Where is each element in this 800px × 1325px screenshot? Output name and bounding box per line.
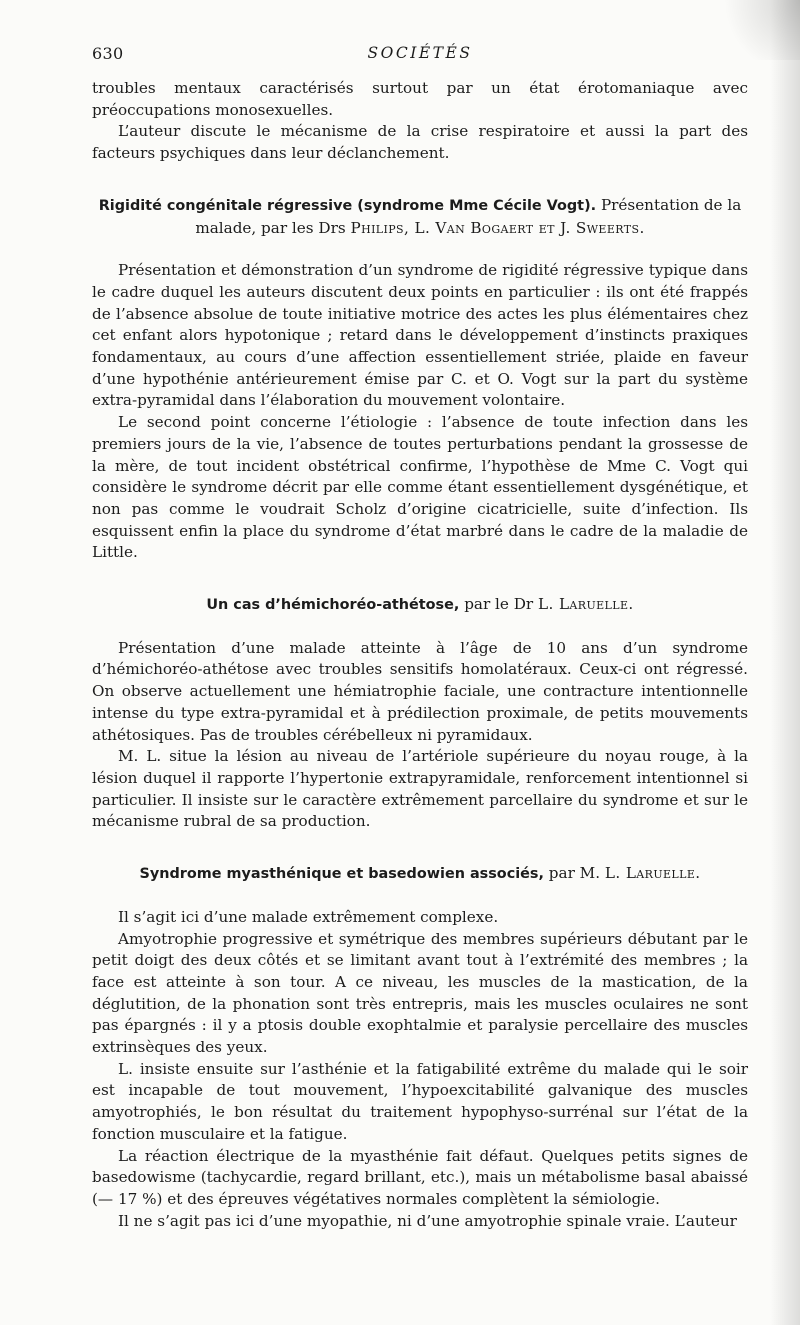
section-1-heading xyxy=(92,195,748,239)
section-3-paragraph: L. insiste ensuite sur l’asthénie et la fatigabilité extrême du malade qui le soir est incapable de tout mouvement, l’hypoexcitabilité galvanique des muscles amyotrophiés, le bon résultat du traitement hypophyso-surrénal sur l’état de la fonction musculaire et la fatigue. xyxy=(92,1059,748,1143)
section-2-title: Un cas d’hémichoréo-athétose, xyxy=(206,597,460,614)
intro-paragraph-1: troubles mentaux caractérisés surtout par un état érotomaniaque avec préoccupations monosexuelles. xyxy=(92,79,748,119)
intro-paragraph-2: L’auteur discute le mécanisme de la crise respiratoire et aussi la part des facteurs psychiques dans leur déclanchement. xyxy=(92,122,748,163)
section-3-paragraph: La réaction électrique de la myasthénie fait défaut. Quelques petits signes de basedowisme (tachycardie, regard brillant, etc.), mais un métabolisme basal abaissé (— 17 %) et des épreuves végétatives normales complètent la sémiologie. xyxy=(92,1146,748,1208)
section-2-heading xyxy=(92,594,748,617)
running-title: SOCIÉTÉS xyxy=(367,44,473,62)
section-1-paragraph: Le second point concerne l’étiologie : l’absence de toute infection dans les premiers jours de la vie, l’absence de toutes perturbations pendant la grossesse de la mère, de tout incident obstétrical confirme, l’hypothèse de Mme C. Vogt qui considère le syndrome décrit par elle comme étant essentiellement dysgénétique, et non pas comme le voudrait Scholz d’origine cicatricielle, suite d’infection. Ils esquissent enfin la place du syndrome d’état marbré dans le cadre de la maladie de Little. xyxy=(92,413,748,562)
section-2-authors: L. Laruelle. xyxy=(538,595,634,614)
page-edge-shadow xyxy=(770,0,800,1325)
page-body xyxy=(92,78,748,1232)
section-1-authors: Philips, L. Van Bogaert et J. Sweerts. xyxy=(350,218,645,237)
section-1-paragraph: Présentation et démonstration d’un syndrome de rigidité régressive typique dans le cadre duquel les auteurs discutent deux points en particulier : ils ont été frappés de l’absence absolue de toute initiative motrice des actes les plus élémentaires chez cet enfant alors hypotonique ; retard dans le développement d’instincts praxiques fondamentaux, au cours d’une affection essentiellement striée, plaide en faveur d’une hypothénie antérieurement émise par C. et O. Vogt sur la part du système extra-pyramidal dans l’élaboration du mouvement volontaire. xyxy=(92,261,748,410)
section-2-paragraph: Présentation d’une malade atteinte à l’âge de 10 ans d’un syndrome d’hémichoréo-athétose avec troubles sensitifs homolatéraux. Ceux-ci ont régressé. On observe actuellement une hémiatrophie faciale, une contracture intentionnelle intense du type extra-pyramidal et à prédilection proximale, de petits mouvements athétosiques. Pas de troubles cérébelleux ni pyramidaux. xyxy=(92,638,748,744)
section-2-byline: par le Dr xyxy=(464,595,534,614)
section-3-byline: par M. xyxy=(548,864,601,883)
section-3-heading xyxy=(92,863,748,886)
page-header xyxy=(92,44,748,66)
section-1-byline: Présentation de la malade, par les Drs xyxy=(195,195,742,237)
section-3-authors: L. Laruelle. xyxy=(604,864,701,883)
section-3-paragraph: Il ne s’agit pas ici d’une myopathie, ni d’une amyotrophie spinale vraie. L’auteur xyxy=(118,1211,737,1230)
section-3-title: Syndrome myasthénique et basedowien associés, xyxy=(139,866,544,883)
page-number: 630 xyxy=(92,44,124,63)
section-2-paragraph: M. L. situe la lésion au niveau de l’artériole supérieure du noyau rouge, à la lésion duquel il rapporte l’hypertonie extrapyramidale, renforcement intentionnel si particulier. Il insiste sur le caractère extrêmement parcellaire du syndrome et sur le mécanisme rubral de sa production. xyxy=(92,747,748,831)
section-3-paragraph: Amyotrophie progressive et symétrique des membres supérieurs débutant par le petit doigt des deux côtés et se limitant avant tout à l’extrémité des membres ; la face est atteinte à son tour. A ce niveau, les muscles de la mastication, de la déglutition, de la phonation sont très entrepris, mais les muscles oculaires ne sont pas épargnés : il y a ptosis double exophtalmie et paralysie percellaire des muscles extrinsèques des yeux. xyxy=(92,929,748,1057)
section-1-title: Rigidité congénitale régressive (syndrome Mme Cécile Vogt). xyxy=(98,197,597,214)
section-3-paragraph: Il s’agit ici d’une malade extrêmement complexe. xyxy=(118,907,499,926)
